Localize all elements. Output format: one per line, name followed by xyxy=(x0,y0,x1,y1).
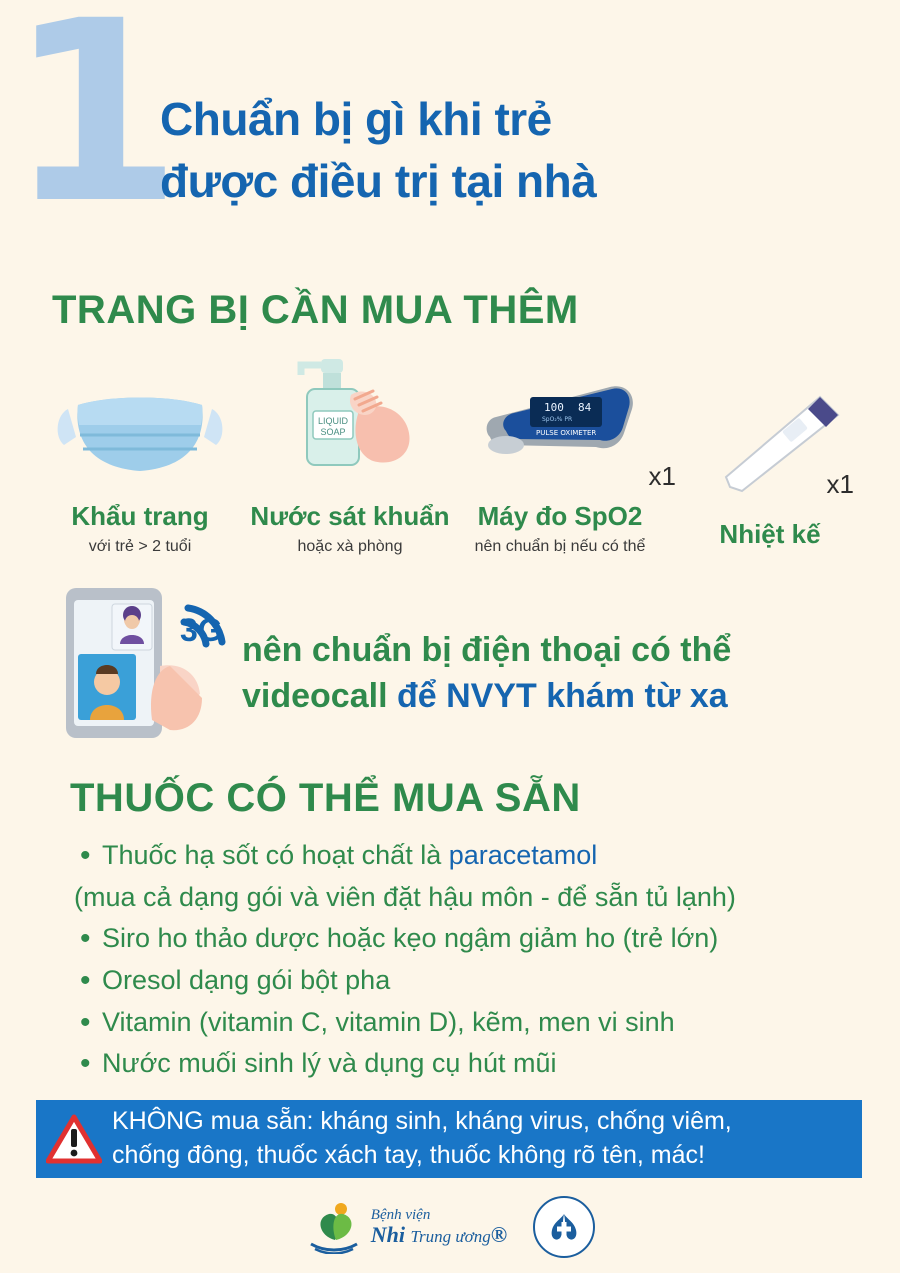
quantity-badge: x1 xyxy=(826,469,854,499)
svg-text:SOAP: SOAP xyxy=(320,427,346,437)
leaf-logo-icon xyxy=(305,1200,361,1254)
equipment-sub: hoặc xà phòng xyxy=(297,538,403,555)
hospital-logo-text xyxy=(371,1207,507,1248)
list-item xyxy=(460,355,676,556)
quantity-badge: x1 xyxy=(648,461,676,491)
list-item xyxy=(74,961,864,1001)
hospital-name-line-1: Bệnh viện xyxy=(370,1206,431,1223)
medicine-text: (mua cả dạng gói và viên đặt hậu môn - để sẵn tủ lạnh) xyxy=(74,881,736,912)
equipment-section-title: TRANG BỊ CẦN MUA THÊM xyxy=(52,288,579,332)
title-line-2: được điều trị tại nhà xyxy=(160,155,597,208)
list-item xyxy=(74,919,864,959)
medicine-text: Nước muối sinh lý và dụng cụ hút mũi xyxy=(102,1048,557,1079)
medicine-text: Siro ho thảo dược hoặc kẹo ngậm giảm ho (trẻ lớn) xyxy=(102,923,719,954)
medicine-text: Vitamin (vitamin C, vitamin D), kẽm, men vi sinh xyxy=(102,1006,675,1037)
svg-text:SpO₂% PR: SpO₂% PR xyxy=(542,416,573,423)
hospital-name-line-2: Nhi xyxy=(370,1222,406,1248)
svg-text:PULSE OXIMETER: PULSE OXIMETER xyxy=(536,429,597,437)
list-item xyxy=(74,836,864,876)
list-item xyxy=(40,355,240,556)
hospital-name-suffix: Trung ương xyxy=(410,1227,491,1247)
videocall-text-part1: nên chuẩn bị điện thoại có thể xyxy=(242,631,732,669)
hospital-logo xyxy=(305,1200,507,1254)
medicine-list xyxy=(74,836,864,1086)
equipment-list xyxy=(40,355,870,556)
list-item xyxy=(74,1044,864,1084)
videocall-text xyxy=(242,628,882,720)
list-item xyxy=(74,878,864,918)
face-mask-icon xyxy=(40,355,240,485)
signal-label: 3G xyxy=(180,612,223,648)
page-title xyxy=(160,88,860,212)
equipment-label: Máy đo SpO2 xyxy=(477,501,643,531)
equipment-label: Nhiệt kế xyxy=(719,519,821,549)
footer xyxy=(0,1196,900,1258)
pulse-oximeter-icon xyxy=(460,355,660,485)
lungs-cross-icon xyxy=(544,1208,584,1246)
warning-line-1: KHÔNG mua sẵn: kháng sinh, kháng virus, chống viêm, xyxy=(112,1107,732,1136)
step-number: 1 xyxy=(8,0,176,258)
equipment-label: Khẩu trang xyxy=(71,501,209,531)
svg-text:100: 100 xyxy=(544,401,564,414)
warning-banner xyxy=(36,1100,862,1178)
warning-text xyxy=(112,1105,742,1173)
respiratory-society-logo xyxy=(533,1196,595,1258)
list-item xyxy=(74,1003,864,1043)
hand-sanitizer-icon xyxy=(250,355,450,485)
videocall-text-part2: videocall xyxy=(242,676,397,715)
medicine-highlight: paracetamol xyxy=(448,840,598,870)
registered-mark: ® xyxy=(490,1222,508,1248)
svg-text:84: 84 xyxy=(578,401,592,414)
equipment-sub: với trẻ > 2 tuổi xyxy=(88,538,192,555)
medicine-text: Oresol dạng gói bột pha xyxy=(102,965,391,996)
equipment-label: Nước sát khuẩn xyxy=(250,501,450,531)
warning-line-2: chống đông, thuốc xách tay, thuốc không rõ tên, mác! xyxy=(112,1141,705,1169)
equipment-sub: nên chuẩn bị nếu có thể xyxy=(474,538,646,555)
videocall-text-part3: để NVYT khám từ xa xyxy=(396,676,728,715)
phone-videocall-icon xyxy=(52,570,242,760)
warning-triangle-icon xyxy=(36,1114,112,1164)
list-item xyxy=(670,373,870,556)
list-item xyxy=(250,355,450,556)
svg-text:LIQUID: LIQUID xyxy=(317,416,349,426)
videocall-block xyxy=(52,570,872,760)
medicine-section-title: THUỐC CÓ THỂ MUA SẴN xyxy=(70,776,581,820)
title-line-1: Chuẩn bị gì khi trẻ xyxy=(160,93,552,145)
medicine-text: Thuốc hạ sốt có hoạt chất là xyxy=(102,840,449,870)
